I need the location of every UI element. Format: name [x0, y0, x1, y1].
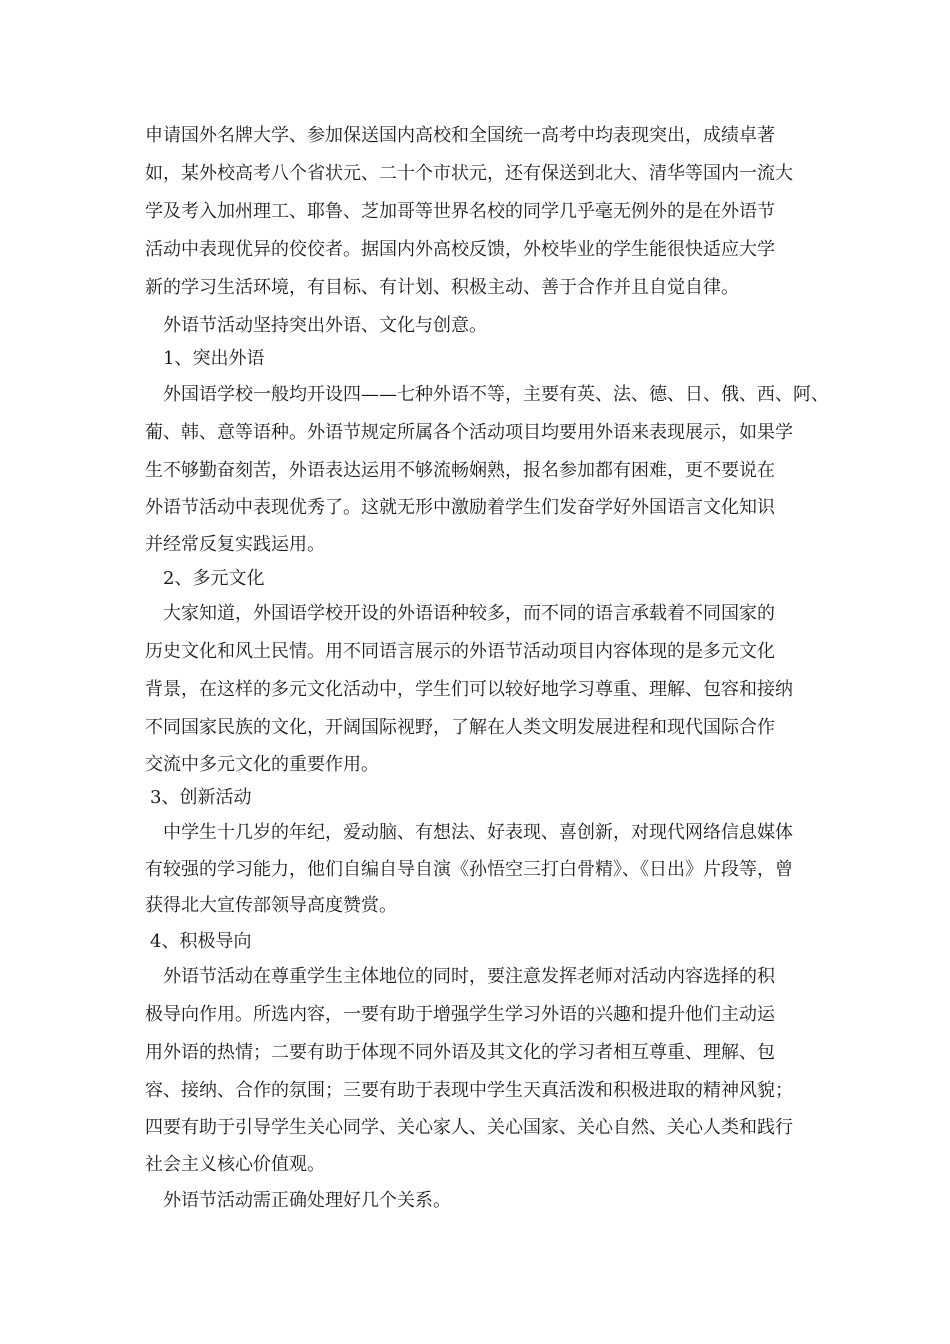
body-text-line: 如，某外校高考八个省状元、二十个市状元，还有保送到北大、清华等国内一流大	[145, 163, 793, 184]
body-text-line: 四要有助于引导学生关心同学、关心家人、关心国家、关心自然、关心人类和践行	[145, 1117, 793, 1138]
body-text-line: 并经常反复实践运用。	[145, 534, 325, 555]
body-text-line: 新的学习生活环境，有目标、有计划、积极主动、善于合作并且自觉自律。	[145, 277, 739, 298]
body-text-line: 极导向作用。所选内容，一要有助于增强学生学习外语的兴趣和提升他们主动运	[145, 1004, 775, 1025]
body-text-line: 交流中多元文化的重要作用。	[145, 754, 379, 775]
body-text-line: 中学生十几岁的年纪，爱动脑、有想法、好表现、喜创新，对现代网络信息媒体	[163, 822, 793, 843]
body-text-line: 不同国家民族的文化，开阔国际视野，了解在人类文明发展进程和现代国际合作	[145, 717, 775, 738]
body-text-line: 有较强的学习能力，他们自编自导自演《孙悟空三打白骨精》、《日出》片段等，曾	[145, 859, 793, 880]
body-text-line: 外国语学校一般均开设四——七种外语不等，主要有英、法、德、日、俄、西、阿、	[163, 384, 829, 405]
body-text-line: 容、接纳、合作的氛围；三要有助于表现中学生天真活泼和积极进取的精神风貌；	[145, 1080, 793, 1101]
body-text-line: 社会主义核心价值观。	[145, 1154, 325, 1175]
section-heading-2: 2、多元文化	[163, 568, 265, 589]
body-text-line: 活动中表现优异的佼佼者。据国内外高校反馈，外校毕业的学生能很快适应大学	[145, 239, 775, 260]
body-text-line: 获得北大宣传部领导高度赞赏。	[145, 895, 397, 916]
body-text-line: 外语节活动在尊重学生主体地位的同时，要注意发挥老师对活动内容选择的积	[163, 966, 775, 987]
section-heading-1: 1、突出外语	[163, 348, 265, 369]
body-text-line: 大家知道，外国语学校开设的外语语种较多，而不同的语言承载着不同国家的	[163, 603, 775, 624]
section-heading-4: 4、积极导向	[150, 931, 252, 952]
body-text-line: 申请国外名牌大学、参加保送国内高校和全国统一高考中均表现突出，成绩卓著	[145, 125, 775, 146]
body-text-line: 生不够勤奋刻苦，外语表达运用不够流畅娴熟，报名参加都有困难，更不要说在	[145, 460, 775, 481]
body-text-line: 学及考入加州理工、耶鲁、芝加哥等世界名校的同学几乎毫无例外的是在外语节	[145, 201, 775, 222]
body-text-line: 外语节活动中表现优秀了。这就无形中激励着学生们发奋学好外国语言文化知识	[145, 497, 775, 518]
paragraph-lead: 外语节活动需正确处理好几个关系。	[163, 1190, 451, 1211]
body-text-line: 历史文化和风土民情。用不同语言展示的外语节活动项目内容体现的是多元文化	[145, 641, 775, 662]
body-text-line: 葡、韩、意等语种。外语节规定所属各个活动项目均要用外语来表现展示，如果学	[145, 422, 793, 443]
body-text-line: 用外语的热情；二要有助于体现不同外语及其文化的学习者相互尊重、理解、包	[145, 1042, 775, 1063]
section-heading-3: 3、创新活动	[150, 787, 252, 808]
body-text-line: 背景，在这样的多元文化活动中，学生们可以较好地学习尊重、理解、包容和接纳	[145, 679, 793, 700]
paragraph-lead: 外语节活动坚持突出外语、文化与创意。	[163, 315, 487, 336]
